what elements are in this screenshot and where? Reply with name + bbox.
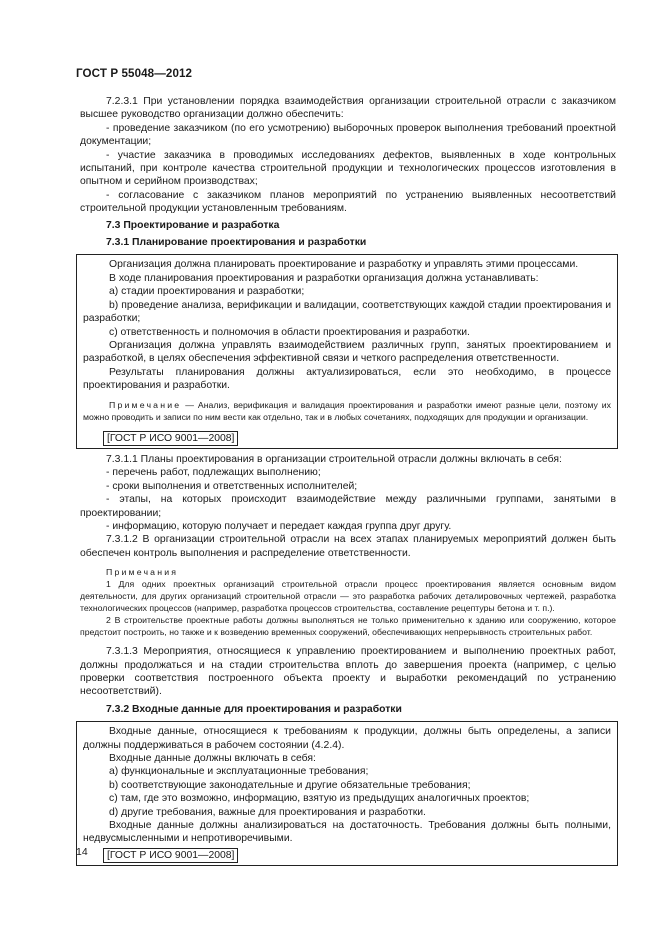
standard-reference: [ГОСТ Р ИСО 9001—2008] [103,431,238,446]
list-item: b) соответствующие законодательные и другие обязательные требования; [109,779,471,791]
notes-label: Примечания [106,567,179,578]
page-content [80,95,616,866]
box-paragraph: Входные данные должны включать в себя: [109,753,316,765]
list-item: - сроки выполнения и ответственных исполнителей; [106,480,358,492]
note-item: 1 Для одних проектных организаций строительной отрасли процесс проектирования является основным видом деятельности, для других организаций строительной отрасли — это разработка рабочих деталировочных чертежей, разработка технологических процессов (например, разработка процессов строительства, составление рецептуры бетона и т. п.). [80,579,616,614]
page-number: 14 [76,846,88,858]
list-item: b) проведение анализа, верификации и валидации, соответствующих каждой стадии проектирования и разработки; [83,299,611,325]
list-item: - согласование с заказчиком планов мероприятий по устранению выявленных несоответствий строительной продукции установленным требованиям. [80,189,616,215]
box-paragraph: Входные данные, относящиеся к требованиям к продукции, должны быть определены, а записи должны поддерживаться в рабочем состоянии (4.2.4). [83,726,611,751]
standard-reference: [ГОСТ Р ИСО 9001—2008] [103,848,238,863]
list-item: - этапы, на которых происходит взаимодействие между различными группами, занятыми в проектировании; [80,494,616,519]
list-item: - проведение заказчиком (по его усмотрению) выборочных проверок выполнения требований проектной документации; [80,122,616,148]
note-item: 2 В строительстве проектные работы должны выполняться не только применительно к зданию или сооружению, которое предстоит построить, но также и к возведению временных сооружений, обеспечивающих непрерывность строительных работ. [80,615,616,638]
quoted-standard-box-planning [76,254,618,448]
clause-7-3-1-1: 7.3.1.1 Планы проектирования в организации строительной отрасли должны включать в себя: [106,453,562,465]
box-paragraph: В ходе планирования проектирования и разработки организация должна устанавливать: [109,272,539,284]
box-paragraph: Входные данные должны анализироваться на достаточность. Требования должны быть полными, недвусмысленными и непротиворечивыми. [83,820,611,845]
clause-7-2-3-1: 7.2.3.1 При установлении порядка взаимодействия организации строительной отрасли с заказчиком высшее руководство организации должно обеспечить: [80,96,616,121]
clause-7-3-1-3: 7.3.1.3 Мероприятия, относящиеся к управлению проектированием и выполнению проектных работ, должны продолжаться и на стадии строительства вплоть до завершения проекта (например, с целью проверки соответствия построенного объекта проекту и выработки рекомендаций по устранению несоответствий). [80,646,616,698]
section-heading-7-3: 7.3 Проектирование и разработка [106,219,280,231]
notes-block [80,566,616,638]
list-item: c) ответственность и полномочия в области проектирования и разработки. [109,326,470,338]
section-heading-7-3-1: 7.3.1 Планирование проектирования и разработки [106,237,367,249]
list-item: а) стадии проектирования и разработки; [109,286,305,298]
list-item: - перечень работ, подлежащих выполнению; [106,467,321,479]
list-item: c) там, где это возможно, информацию, взятую из предыдущих аналогичных проектов; [109,793,530,805]
list-item: - информацию, которую получает и передает каждая группа друг другу. [106,520,452,532]
clause-7-3-1-2: 7.3.1.2 В организации строительной отрасли на всех этапах планируемых мероприятий должен быть обеспечен контроль выполнения и распределение ответственности. [80,534,616,559]
box-paragraph: Организация должна управлять взаимодействием различных групп, занятых проектированием и разработкой, в целях обеспечения эффективной связи и четкого распределения ответственности. [83,339,611,365]
box-paragraph: Результаты планирования должны актуализироваться, если это необходимо, в процессе проектирования и разработки. [83,366,611,392]
note-label: Примечание [109,399,182,410]
quoted-standard-box-inputs [76,721,618,866]
note-text: — Анализ, верификация и валидация проектирования и разработки имеют разные цели, поэтому их можно проводить и записи по ним вести как отдельно, так и в любых сочетаниях, подходящих для продукции и организации. [83,399,611,422]
box-paragraph: Организация должна планировать проектирование и разработку и управлять этими процессами. [109,259,579,271]
list-item: - участие заказчика в проводимых исследованиях дефектов, выявленных в ходе контрольных испытаний, при контроле качества строительной продукции и технологических процессов изготовления в опытном и серийном производствах; [80,149,616,188]
box-note [83,399,611,423]
list-item: d) другие требования, важные для проектирования и разработки. [109,806,426,818]
document-code-header: ГОСТ Р 55048—2012 [76,67,193,80]
list-item: а) функциональные и эксплуатационные требования; [109,766,369,778]
section-heading-7-3-2: 7.3.2 Входные данные для проектирования и разработки [106,703,402,715]
